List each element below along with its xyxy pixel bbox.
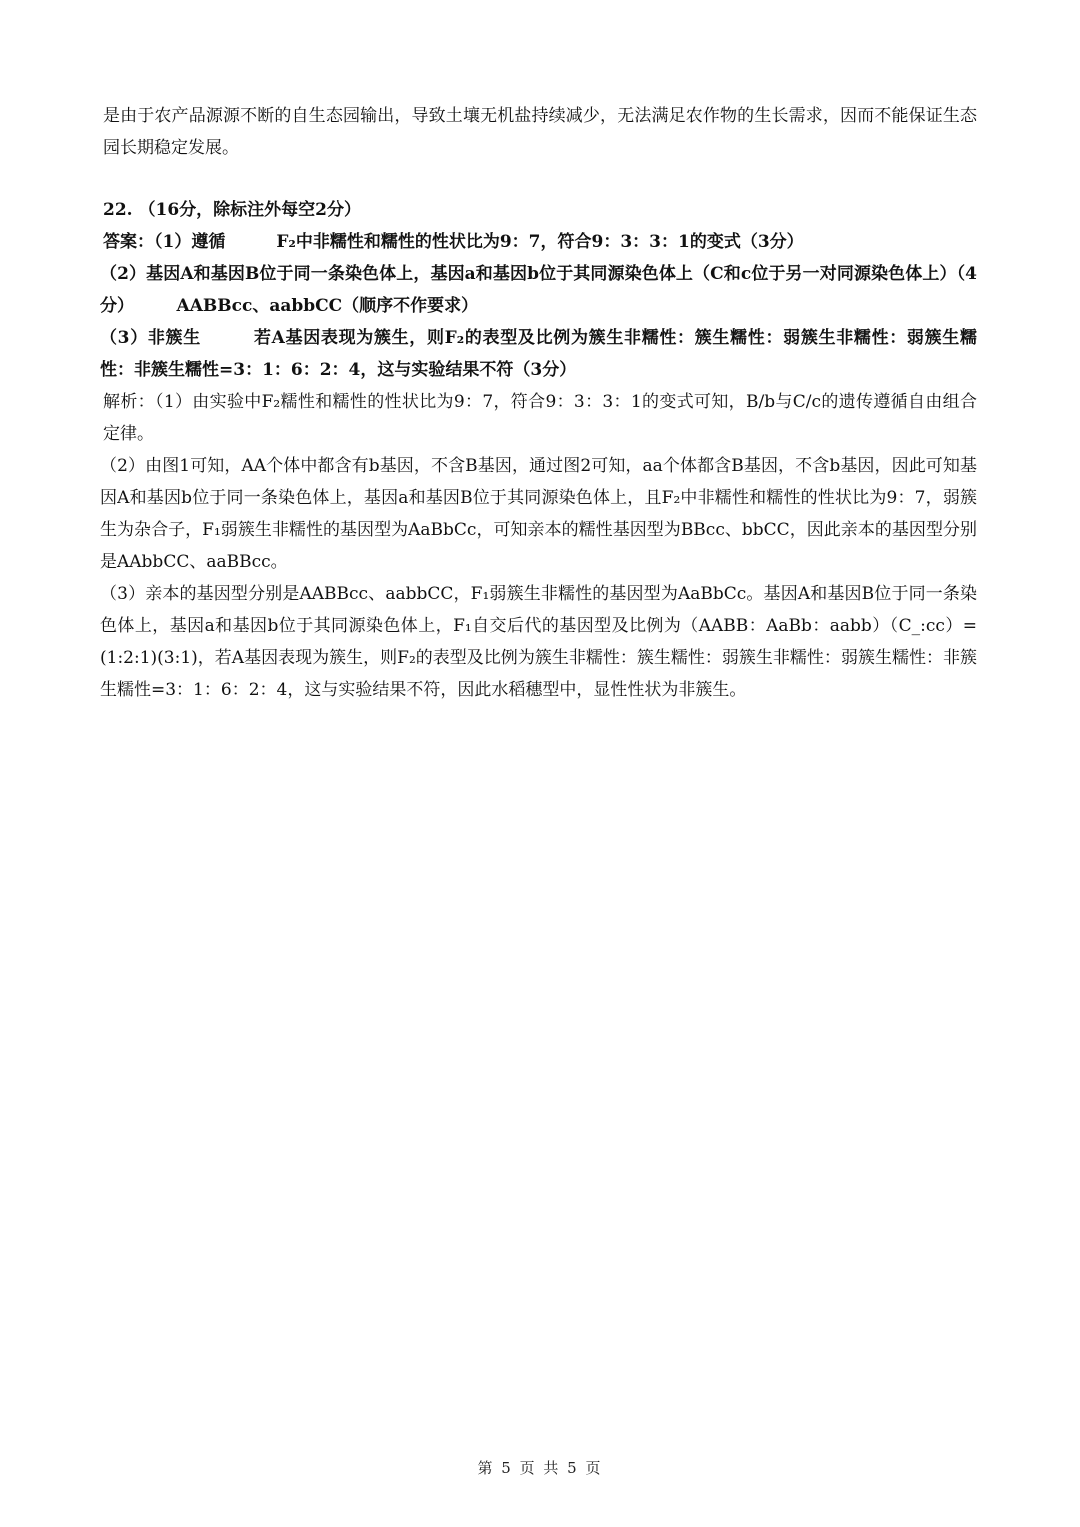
intro-paragraph: 是由于农产品源源不断的自生态园输出，导致土壤无机盐持续减少，无法满足农作物的生长需求，因而不能保证生态园长期稳定发展。 (103, 106, 977, 158)
page-footer: 第 5 页 共 5 页 (477, 1459, 603, 1477)
answer-part-3: （3）非簇生 若A基因表现为簇生，则F₂的表型及比例为簇生非糯性：簇生糯性：弱簇生非糯性：弱簇生糯性：非簇生糯性=3：1：6：2：4，这与实验结果不符（3分） (100, 328, 977, 380)
answer-part-1: 答案：（1）遵循 F₂中非糯性和糯性的性状比为9：7，符合9：3：3：1的变式（3分） (103, 232, 804, 252)
question-header: 22. （16分，除标注外每空2分） (103, 200, 361, 220)
analysis-part-2: （2）由图1可知，AA个体中都含有b基因，不含B基因，通过图2可知，aa个体都含B基因，不含b基因，因此可知基因A和基因b位于同一条染色体上，基因a和基因B位于其同源染色体上，且F₂中非糯性和糯性的性状比为9：7，弱簇生为杂合子，F₁弱簇生非糯性的基因型为AaBbCc，可知亲本的糯性基因型为BBcc、bbCC，因此亲本的基因型分别是AAbbCC、aaBBcc。 (100, 456, 977, 572)
analysis-part-1: 解析：（1）由实验中F₂糯性和糯性的性状比为9：7，符合9：3：3：1的变式可知，B/b与C/c的遗传遵循自由组合定律。 (103, 392, 977, 444)
answer-part-2: （2）基因A和基因B位于同一条染色体上，基因a和基因b位于其同源染色体上（C和c位于另一对同源染色体上）（4分） AABBcc、aabbCC（顺序不作要求） (100, 264, 977, 316)
document-body (100, 100, 977, 706)
analysis-part-3: （3）亲本的基因型分别是AABBcc、aabbCC，F₁弱簇生非糯性的基因型为AaBbCc。基因A和基因B位于同一条染色体上，基因a和基因b位于其同源染色体上，F₁自交后代的基因型及比例为（AABB：AaBb：aabb）（C_:cc）=(1:2:1)(3:1)，若A基因表现为簇生，则F₂的表型及比例为簇生非糯性：簇生糯性：弱簇生非糯性：弱簇生糯性：非簇生糯性=3：1：6：2：4，这与实验结果不符，因此水稻穗型中，显性性状为非簇生。 (100, 584, 977, 700)
